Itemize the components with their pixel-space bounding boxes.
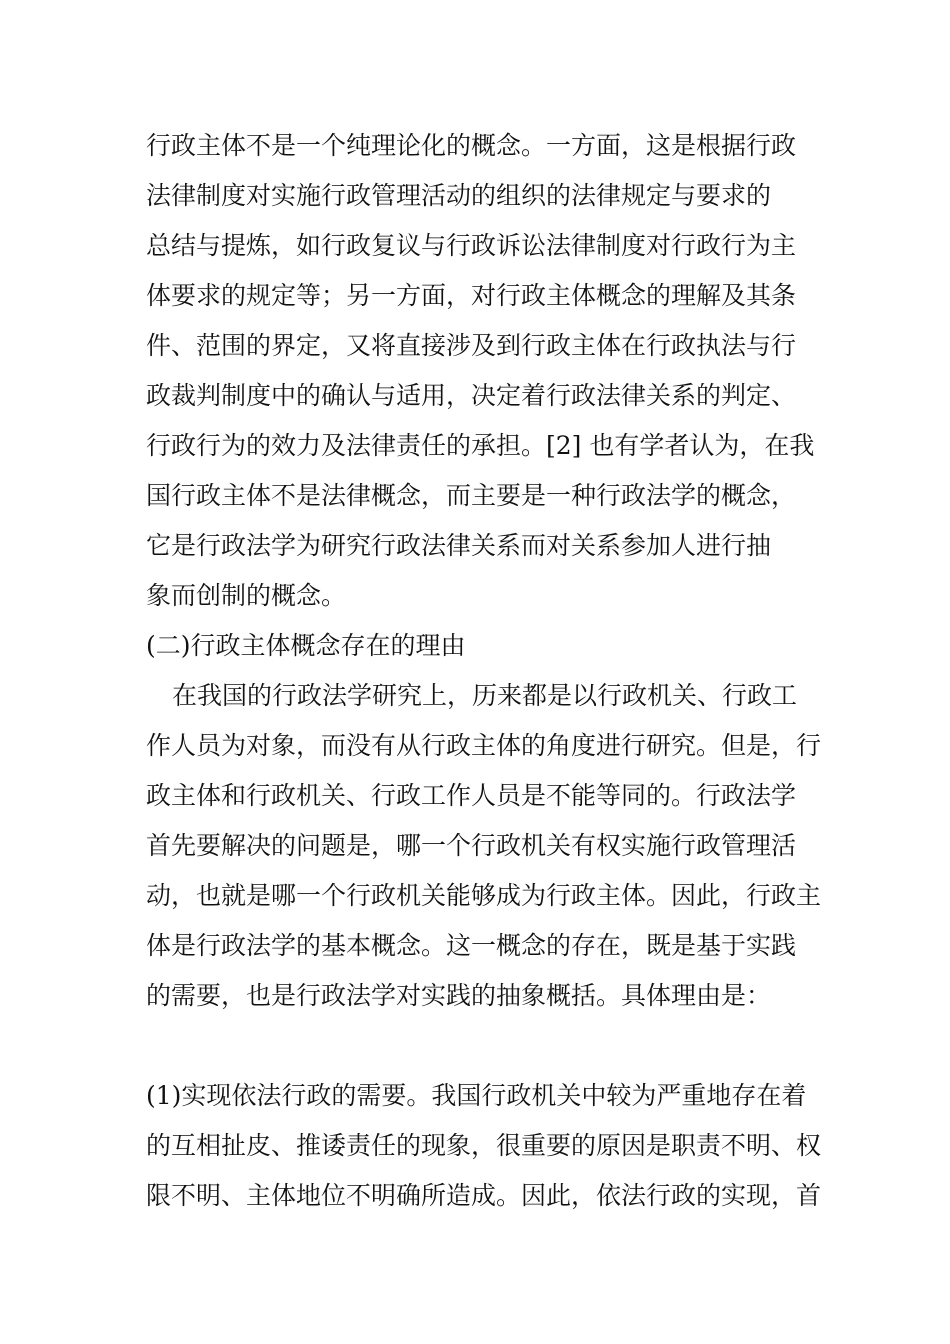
paragraph-1-line: 它是行政法学为研究行政法律关系而对关系参加人进行抽 [146,531,772,560]
paragraph-2-line: 动，也就是哪一个行政机关能够成为行政主体。因此，行政主 [146,881,822,910]
paragraph-1-line: 总结与提炼，如行政复议与行政诉讼法律制度对行政行为主 [146,231,797,260]
paragraph-1-line: 行政行为的效力及法律责任的承担。[2] 也有学者认为，在我 [146,431,815,460]
paragraph-1-line: 国行政主体不是法律概念，而主要是一种行政法学的概念， [146,481,797,510]
paragraph-3-line: (1)实现依法行政的需要。我国行政机关中较为严重地存在着 [146,1081,807,1110]
paragraph-2-line: 体是行政法学的基本概念。这一概念的存在，既是基于实践 [146,931,797,960]
paragraph-2-line: 在我国的行政法学研究上，历来都是以行政机关、行政工 [172,681,798,710]
section-heading: (二)行政主体概念存在的理由 [146,631,466,660]
paragraph-1-line: 象而创制的概念。 [146,581,347,610]
paragraph-3-line: 的互相扯皮、推诿责任的现象，很重要的原因是职责不明、权 [146,1131,822,1160]
paragraph-2-line: 政主体和行政机关、行政工作人员是不能等同的。行政法学 [146,781,797,810]
paragraph-1-line: 行政主体不是一个纯理论化的概念。一方面，这是根据行政 [146,131,797,160]
paragraph-1-line: 法律制度对实施行政管理活动的组织的法律规定与要求的 [146,181,772,210]
paragraph-3-line: 限不明、主体地位不明确所造成。因此，依法行政的实现，首 [146,1181,822,1210]
paragraph-2-line: 首先要解决的问题是，哪一个行政机关有权实施行政管理活 [146,831,797,860]
paragraph-2-line: 作人员为对象，而没有从行政主体的角度进行研究。但是，行 [146,731,822,760]
paragraph-2-line: 的需要，也是行政法学对实践的抽象概括。具体理由是： [146,981,772,1010]
paragraph-1-line: 件、范围的界定，又将直接涉及到行政主体在行政执法与行 [146,331,797,360]
paragraph-1-line: 体要求的规定等；另一方面，对行政主体概念的理解及其条 [146,281,797,310]
paragraph-1-line: 政裁判制度中的确认与适用，决定着行政法律关系的判定、 [146,381,797,410]
